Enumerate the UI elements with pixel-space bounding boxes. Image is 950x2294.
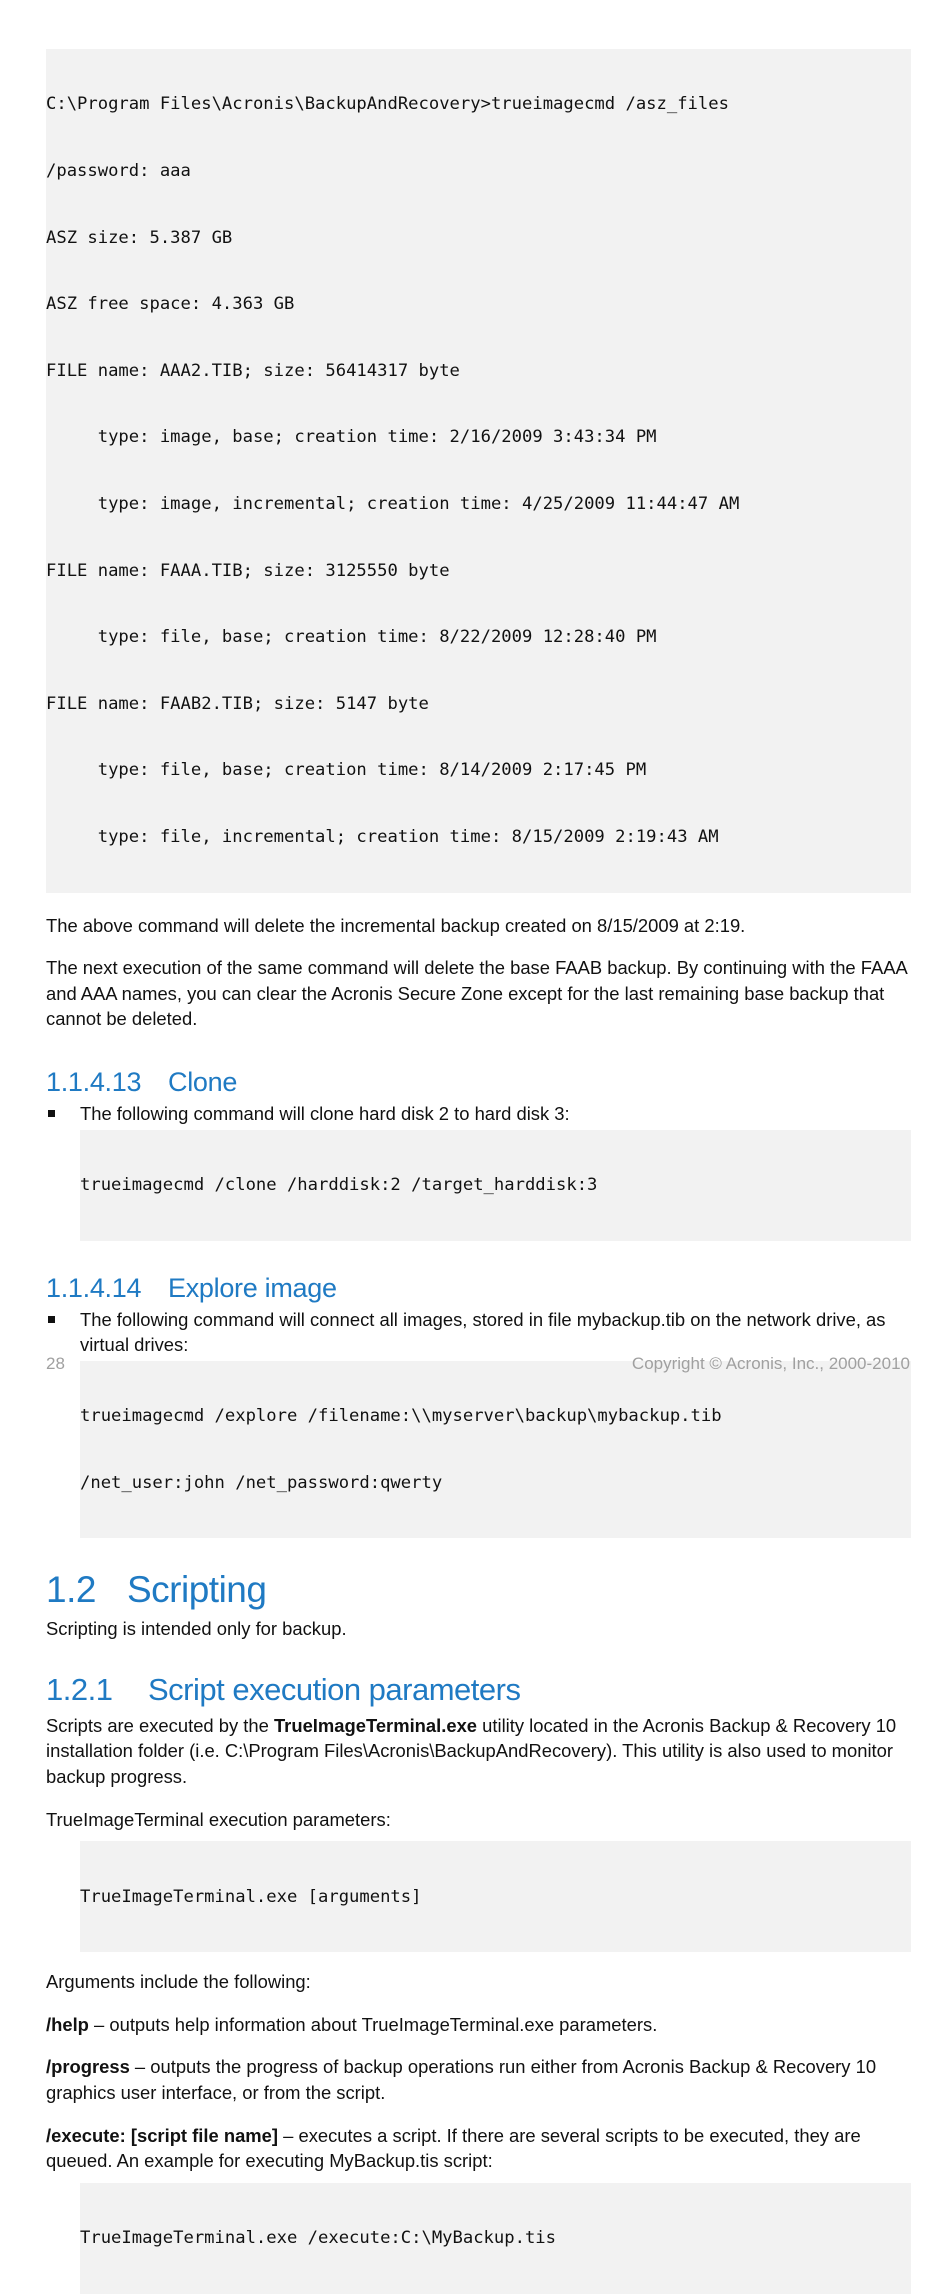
- bullet-clone: [46, 1101, 911, 1127]
- bullet-square-icon: [48, 1110, 55, 1117]
- bullet-explore: [46, 1307, 911, 1358]
- heading-script-execution-parameters: [46, 1671, 911, 1709]
- terminal-arguments-code-block: [80, 1841, 911, 1952]
- execute-example-code-block: [80, 2183, 911, 2294]
- text-segment: utility located in the Acronis Backup & Recovery 10 installation folder (i.e. C:\Program Files\Acronis\BackupAndRecovery). This utility is also used to monitor backup progress.: [46, 1714, 897, 1788]
- clone-code-block: [80, 1130, 911, 1241]
- code-line: trueimagecmd /explore /filename:\\myserver\backup\mybackup.tib: [80, 1406, 722, 1427]
- paragraph-scripting-intro: Scripting is intended only for backup.: [46, 1618, 347, 1640]
- argument-description: – outputs help information about TrueImageTerminal.exe parameters.: [88, 2013, 658, 2035]
- code-line: type: image, base; creation time: 2/16/2009 3:43:34 PM: [46, 427, 657, 448]
- heading-number: 1.2.1: [46, 1671, 113, 1707]
- paragraph-scripts-executed: [46, 1713, 911, 1790]
- code-line: trueimagecmd /clone /harddisk:2 /target_harddisk:3: [80, 1174, 598, 1195]
- argument-name: /execute: [script file name]: [46, 2124, 279, 2146]
- argument-name: /help: [46, 2013, 89, 2035]
- code-line: FILE name: AAA2.TIB; size: 56414317 byte: [46, 360, 460, 381]
- argument-help: [46, 2012, 911, 2038]
- argument-description: – executes a script. If there are several scripts to be executed, they are queued. An example for executing MyBackup.tis script:: [46, 2124, 861, 2172]
- document-page: [46, 49, 911, 2294]
- argument-execute: [46, 2123, 911, 2174]
- code-line: TrueImageTerminal.exe /execute:C:\MyBackup.tis: [80, 2228, 556, 2249]
- bullet-text: The following command will clone hard disk 2 to hard disk 3:: [80, 1102, 570, 1124]
- heading-title: Explore image: [168, 1272, 337, 1303]
- code-line: FILE name: FAAA.TIB; size: 3125550 byte: [46, 560, 450, 581]
- heading-number: 1.1.4.13: [46, 1066, 142, 1097]
- heading-clone: [46, 1066, 911, 1098]
- text-segment: Scripts are executed by the: [46, 1714, 274, 1736]
- heading-number: 1.1.4.14: [46, 1272, 142, 1303]
- copyright-notice: Copyright © Acronis, Inc., 2000-2010: [631, 1354, 910, 1373]
- heading-title: Scripting: [127, 1569, 267, 1611]
- argument-progress: [46, 2054, 911, 2105]
- heading-title: Clone: [168, 1066, 238, 1097]
- paragraph-next-execution: The next execution of the same command will delete the base FAAB backup. By continuing with the FAAA and AAA names, you can clear the Acronis Secure Zone except for the last remaining base backup that cannot be deleted.: [46, 957, 907, 1030]
- heading-title: Script execution parameters: [148, 1671, 521, 1707]
- code-line: ASZ free space: 4.363 GB: [46, 294, 295, 315]
- code-line: FILE name: FAAB2.TIB; size: 5147 byte: [46, 693, 429, 714]
- asz-files-code-block: [46, 49, 911, 893]
- code-line: TrueImageTerminal.exe [arguments]: [80, 1886, 422, 1907]
- paragraph-arguments-include: Arguments include the following:: [46, 1971, 311, 1993]
- bullet-text: The following command will connect all images, stored in file mybackup.tib on the network drive, as virtual drives:: [80, 1308, 886, 1356]
- heading-number: 1.2: [46, 1569, 96, 1611]
- paragraph-delete-incremental: The above command will delete the incremental backup created on 8/15/2009 at 2:19.: [46, 914, 746, 936]
- paragraph-execution-parameters: TrueImageTerminal execution parameters:: [46, 1808, 391, 1830]
- utility-name: TrueImageTerminal.exe: [273, 1714, 478, 1736]
- code-line: C:\Program Files\Acronis\BackupAndRecovery>trueimagecmd /asz_files: [46, 94, 729, 115]
- page-number: 28: [46, 1354, 65, 1373]
- argument-description: – outputs the progress of backup operations run either from Acronis Backup & Recovery 10 graphics user interface, or from the script.: [46, 2056, 877, 2104]
- heading-scripting: [46, 1568, 911, 1612]
- code-line: ASZ size: 5.387 GB: [46, 227, 233, 248]
- code-line: type: image, incremental; creation time: 4/25/2009 11:44:47 AM: [46, 493, 740, 514]
- bullet-square-icon: [48, 1316, 55, 1323]
- explore-code-block: [80, 1361, 911, 1539]
- code-line: type: file, base; creation time: 8/14/2009 2:17:45 PM: [46, 760, 647, 781]
- heading-explore-image: [46, 1272, 911, 1304]
- code-line: /net_user:john /net_password:qwerty: [80, 1472, 443, 1493]
- code-line: /password: aaa: [46, 161, 191, 181]
- code-line: type: file, base; creation time: 8/22/2009 12:28:40 PM: [46, 627, 657, 648]
- code-line: type: file, incremental; creation time: 8/15/2009 2:19:43 AM: [46, 826, 719, 847]
- argument-name: /progress: [46, 2056, 130, 2078]
